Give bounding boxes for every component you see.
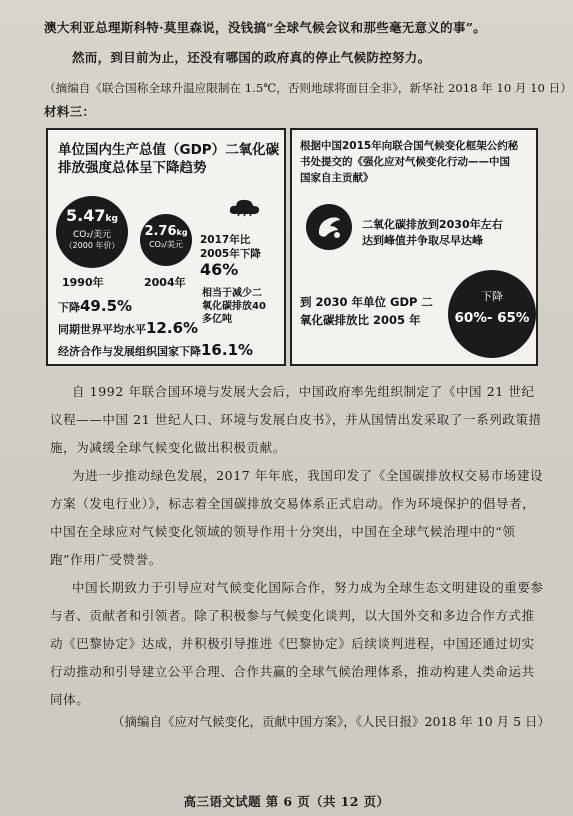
panel-title-line1: 单位国内生产总值（GDP）二氧化碳 [58,142,280,158]
peak-line2: 达到峰值并争取尽早达峰 [362,234,483,247]
sub1-2004: CO₂/美元 [149,240,183,249]
oecd-label: 经济合作与发展组织国家下降 [58,345,201,358]
year-2004: 2004年 [144,276,186,289]
stat-2017-line2: 2005年下降 [200,248,261,260]
circle-2004 [140,214,192,266]
sub2-1990: （2000 年价） [64,241,120,250]
reduction-value: 60%- 65% [454,310,530,326]
stat-2017-line1: 2017年比 [200,234,251,246]
world-label: 同期世界平均水平 [58,323,146,336]
reduction-circle [448,270,536,358]
paragraph-2 [50,462,546,574]
equiv-line2: 氧化碳排放40 [202,301,266,312]
paragraph-2-text: 为进一步推动绿色发展，2017 年年底，我国印发了《全国碳排放权交易市场建设方案（发电行业）》，标志着全国碳排放交易体系正式启动。作为环境保护的倡导者，中国在全球应对气候变化领域的领导作用十分突出，中国在全球气候治理中的“领跑”作用广受赞誉。 [50,468,544,567]
unit-1990: kg [105,214,118,224]
cloud-icon [228,196,262,222]
value-1990: 5.47 [66,206,106,225]
target-line1: 到 2030 年单位 GDP 二 [300,295,433,309]
unit-2004: kg [176,228,188,237]
world-stat [58,318,198,337]
sub1-1990: CO₂/美元 [72,230,111,240]
drop-stat [58,296,132,315]
oecd-stat [58,340,253,359]
stat-2017-pct: 46% [200,260,239,279]
top-line-1: 澳大利亚总理斯科特·莫里森说，没钱搞“全球气候会议和那些毫无意义的事”。 [44,20,487,35]
reduction-label: 下降 [481,290,503,303]
peak-line1: 二氧化碳排放到2030年左右 [362,218,503,231]
source-citation: （摘编自《应对气候变化，贡献中国方案》，《人民日报》2018 年 10 月 5 日） [112,714,551,729]
gdp-emission-panel [46,128,286,366]
page-footer: 高三语文试题 第 6 页（共 12 页） [183,794,390,809]
ndc-header-line3: 国家自主贡献》 [300,172,374,184]
drop-value: 49.5% [80,297,133,315]
paragraph-1 [50,378,546,462]
equiv-line3: 多亿吨 [202,314,232,325]
top-line-2: 然而，到目前为止，还没有哪国的政府真的停止气候防控努力。 [72,50,431,65]
year-1990: 1990年 [62,276,104,289]
paragraph-3 [50,574,546,714]
panel-title-line2: 排放强度总体呈下降趋势 [58,160,207,176]
world-value: 12.6% [146,319,199,337]
ndc-header-line2: 书处提交的《强化应对气候变化行动——中国 [300,156,510,168]
paragraph-3-text: 中国长期致力于引导应对气候变化国际合作，努力成为全球生态文明建设的重要参与者、贡献者和引领者。除了积极参与气候变化谈判，以大国外交和多边合作方式推动《巴黎协定》达成，并积极引导推进《巴黎协定》后续谈判进程，中国还通过切实行动推动和引导建立公平合理、合作共赢的全球气候治理体系，推动构建人类命运共同体。 [50,580,544,707]
citation-line: （摘编自《联合国称全球升温应限制在 1.5℃，否则地球将面目全非》，新华社 2018 年 10 月 10 日） [44,81,572,95]
material-heading: 材料三： [44,104,96,119]
ndc-panel [290,128,538,366]
circle-1990 [56,196,128,268]
drop-label: 下降 [58,301,80,314]
ndc-header-line1: 根据中国2015年向联合国气候变化框架公约秘 [300,140,519,152]
target-line2: 氧化碳排放比 2005 年 [300,313,421,327]
value-2004: 2.76 [144,224,177,239]
equiv-line1: 相当于减少二 [202,288,262,299]
leaf-logo-icon [306,204,352,250]
paragraph-1-text: 自 1992 年联合国环境与发展大会后，中国政府率先组织制定了《中国 21 世纪议程——中国 21 世纪人口、环境与发展白皮书》，并从国情出发采取了一系列政策措施，为减缓全球气候变化做出积极贡献。 [50,384,542,455]
oecd-value: 16.1% [201,341,254,359]
